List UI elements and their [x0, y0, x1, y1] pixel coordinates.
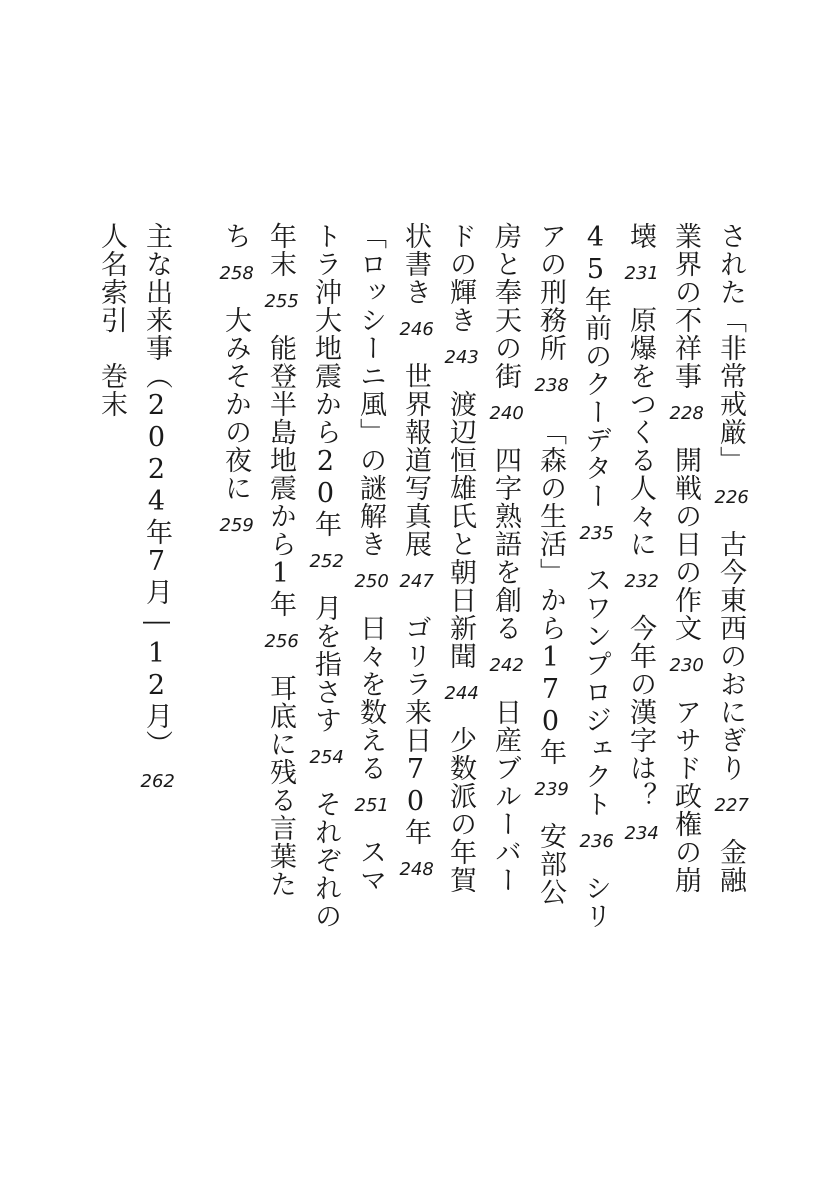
- entry-title: 房と奉天の街: [490, 222, 521, 390]
- page-number: 258: [219, 263, 254, 284]
- entry-title: 日産ブルーバー: [490, 698, 521, 894]
- entry-title: ゴリラ来日70年: [400, 614, 431, 846]
- entry-title: 業界の不祥事: [670, 222, 701, 390]
- page-number: 230: [669, 655, 704, 676]
- entry-title: 状書き: [400, 222, 431, 306]
- page-number: 234: [624, 823, 659, 844]
- column-spacer: [186, 222, 206, 922]
- entry-title: 「ロッシーニ風」の謎解き: [355, 222, 386, 558]
- entry-title: 四字熟語を創る: [490, 446, 521, 642]
- entry-title: 古今東西のおにぎり: [715, 530, 746, 782]
- entry-title: 人名索引 巻末: [96, 222, 127, 418]
- entry-title: アの刑務所: [535, 222, 566, 362]
- page-number: 262: [140, 771, 175, 792]
- toc-column: [534, 222, 569, 922]
- toc-column: [624, 222, 659, 922]
- page-number: 239: [534, 779, 569, 800]
- entry-title: 金融: [715, 838, 746, 894]
- entry-title: 大みそかの夜に: [220, 306, 251, 502]
- page-number: 244: [444, 683, 479, 704]
- entry-title: された「非常戒厳」: [715, 222, 746, 474]
- entry-title: 開戦の日の作文: [670, 446, 701, 642]
- page-number: 226: [714, 487, 749, 508]
- back-matter-column: [96, 222, 127, 922]
- entry-title: 「森の生活」から170年: [535, 418, 566, 766]
- page-number: 242: [489, 655, 524, 676]
- entry-title: シリ: [580, 874, 611, 930]
- entry-title: 壊: [625, 222, 656, 250]
- page-number: 246: [399, 319, 434, 340]
- entry-title: 少数派の年賀: [445, 726, 476, 894]
- page-number: 240: [489, 403, 524, 424]
- entry-title: 月を指さす: [310, 594, 341, 734]
- page-number: 232: [624, 571, 659, 592]
- page-number: 259: [219, 515, 254, 536]
- page-number: 255: [264, 291, 299, 312]
- toc-column: [669, 222, 704, 922]
- toc-column: [264, 222, 299, 922]
- entry-title: 今年の漢字は？: [625, 614, 656, 810]
- back-matter-column: [140, 222, 175, 922]
- page-number: 247: [399, 571, 434, 592]
- entry-title: ドの輝き: [445, 222, 476, 334]
- page-number: 250: [354, 571, 389, 592]
- page-number: 248: [399, 859, 434, 880]
- toc-column: [219, 222, 254, 922]
- entry-title: 主な出来事（2024年7月―12月）: [141, 222, 172, 758]
- entry-title: 能登半島地震から1年: [265, 334, 296, 618]
- toc-column: [714, 222, 749, 922]
- page-number: 231: [624, 263, 659, 284]
- entry-title: 渡辺恒雄氏と朝日新聞: [445, 390, 476, 670]
- toc-column: [579, 222, 614, 930]
- toc-column: [309, 222, 344, 930]
- page-number: 228: [669, 403, 704, 424]
- toc-column: [399, 222, 434, 922]
- entry-title: 45年前のクーデター: [580, 222, 611, 510]
- entry-title: それぞれの: [310, 790, 341, 930]
- toc-column: [489, 222, 524, 922]
- entry-title: アサド政権の崩: [670, 698, 701, 894]
- entry-title: 安部公: [535, 822, 566, 906]
- page-number: 238: [534, 375, 569, 396]
- entry-title: スワンプロジェクト: [580, 566, 611, 818]
- page-number: 254: [309, 747, 344, 768]
- entry-title: トラ沖大地震から20年: [310, 222, 341, 538]
- entry-title: ち: [220, 222, 251, 250]
- entry-title: 日々を数える: [355, 614, 386, 782]
- page-number: 252: [309, 551, 344, 572]
- page-number: 236: [579, 831, 614, 852]
- page-number: 235: [579, 523, 614, 544]
- page-number: 243: [444, 347, 479, 368]
- toc-column: [354, 222, 389, 922]
- table-of-contents: [96, 222, 749, 930]
- entry-title: スマ: [355, 838, 386, 894]
- entry-title: 世界報道写真展: [400, 362, 431, 558]
- page-number: 251: [354, 795, 389, 816]
- entry-title: 耳底に残る言葉た: [265, 674, 296, 898]
- toc-column: [444, 222, 479, 922]
- entry-title: 年末: [265, 222, 296, 278]
- page-number: 227: [714, 795, 749, 816]
- entry-title: 原爆をつくる人々に: [625, 306, 656, 558]
- page-number: 256: [264, 631, 299, 652]
